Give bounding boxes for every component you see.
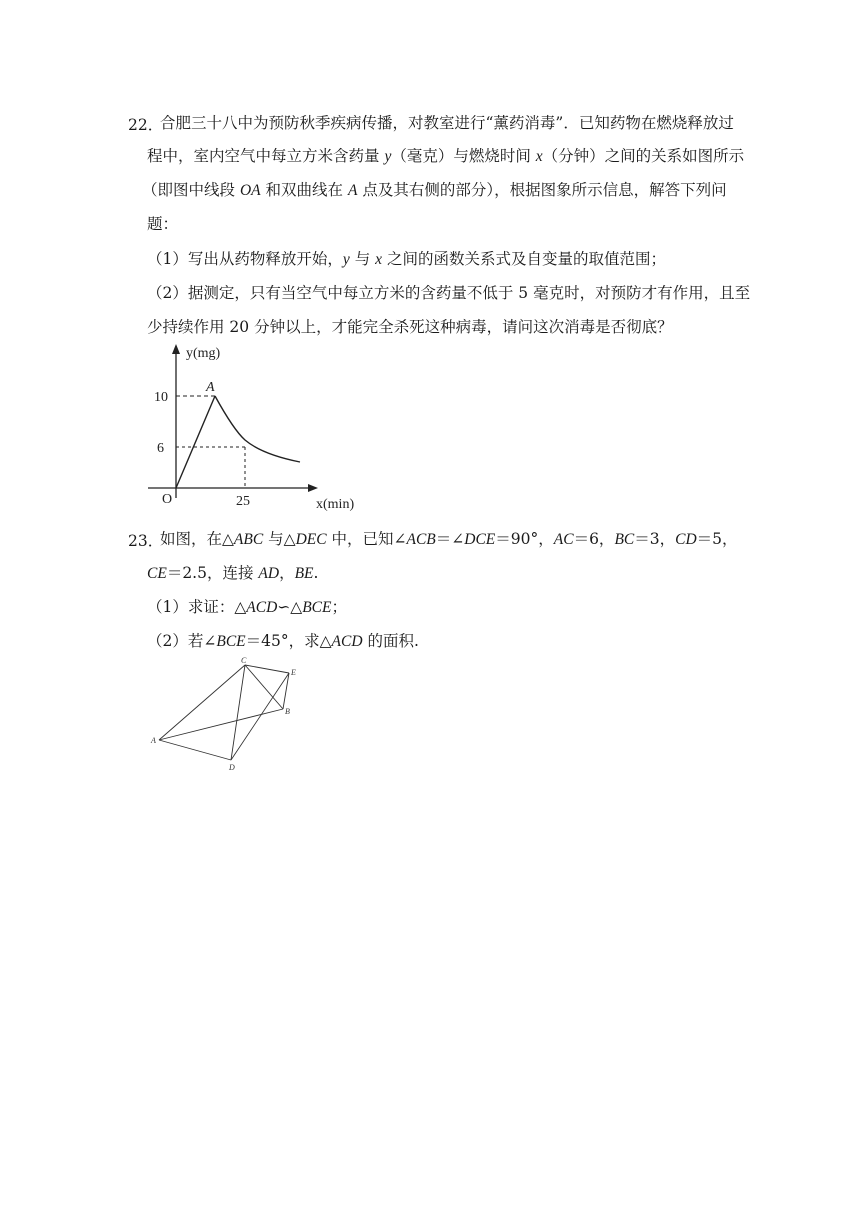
x-axis-arrow: [308, 484, 318, 492]
segment-CE: [245, 665, 289, 673]
x-tick-25: 25: [236, 494, 250, 509]
q23-part-2: （2）若∠BCE＝45°，求△ACD 的面积.: [147, 632, 419, 650]
y-axis-label: y(mg): [186, 346, 221, 361]
q23-part-1: （1）求证：△ACD∽△BCE；: [147, 598, 348, 616]
q23-line-2: CE＝2.5，连接 AD，BE.: [147, 564, 319, 582]
y-tick-10: 10: [154, 390, 168, 405]
figure-label-A: A: [151, 736, 156, 745]
figure-label-B: B: [285, 707, 290, 716]
segment-OA: [176, 396, 215, 488]
y-axis-arrow: [172, 344, 180, 354]
segment-AC: [159, 665, 245, 740]
segment-DE: [231, 673, 289, 760]
origin-label: O: [162, 492, 173, 507]
segment-AD: [159, 740, 231, 760]
x-axis-label: x(min): [316, 497, 355, 512]
q23-figure: [145, 655, 305, 775]
q22-line-3: （即图中线段 OA 和双曲线在 A 点及其右侧的部分），根据图象所示信息，解答下列问: [142, 181, 727, 199]
segment-CD: [231, 665, 245, 760]
q22-line-2: 程中，室内空气中每立方米含药量 y（毫克）与燃烧时间 x（分钟）之间的关系如图所示: [147, 147, 745, 165]
q22-graph: [140, 340, 370, 515]
figure-label-E: E: [291, 668, 296, 677]
hyperbola-curve: [215, 396, 300, 462]
question-23-number: 23．: [128, 532, 164, 550]
q22-line-1: 合肥三十八中为预防秋季疾病传播，对教室进行“薰药消毒”．已知药物在燃烧释放过: [160, 114, 734, 132]
q23-line-1: 如图，在△ABC 与△DEC 中，已知∠ACB＝∠DCE＝90°，AC＝6，BC＝3，CD＝5，: [160, 530, 738, 548]
q22-part-2-cont: 少持续作用 20 分钟以上，才能完全杀死这种病毒，请问这次消毒是否彻底？: [147, 318, 673, 336]
segment-BE: [283, 673, 289, 709]
figure-label-C: C: [241, 656, 247, 665]
segment-CB: [245, 665, 283, 709]
question-22-number: 22．: [128, 116, 164, 134]
figure-label-D: D: [229, 763, 235, 772]
q22-line-4: 题：: [147, 215, 179, 233]
segment-AB: [159, 709, 283, 740]
q22-part-1: （1）写出从药物释放开始，y 与 x 之间的函数关系式及自变量的取值范围；: [147, 250, 666, 268]
y-tick-6: 6: [157, 441, 164, 456]
point-A-label: A: [206, 380, 215, 395]
q22-part-2: （2）据测定，只有当空气中每立方米的含药量不低于 5 毫克时，对预防才有作用，且至: [147, 284, 751, 302]
